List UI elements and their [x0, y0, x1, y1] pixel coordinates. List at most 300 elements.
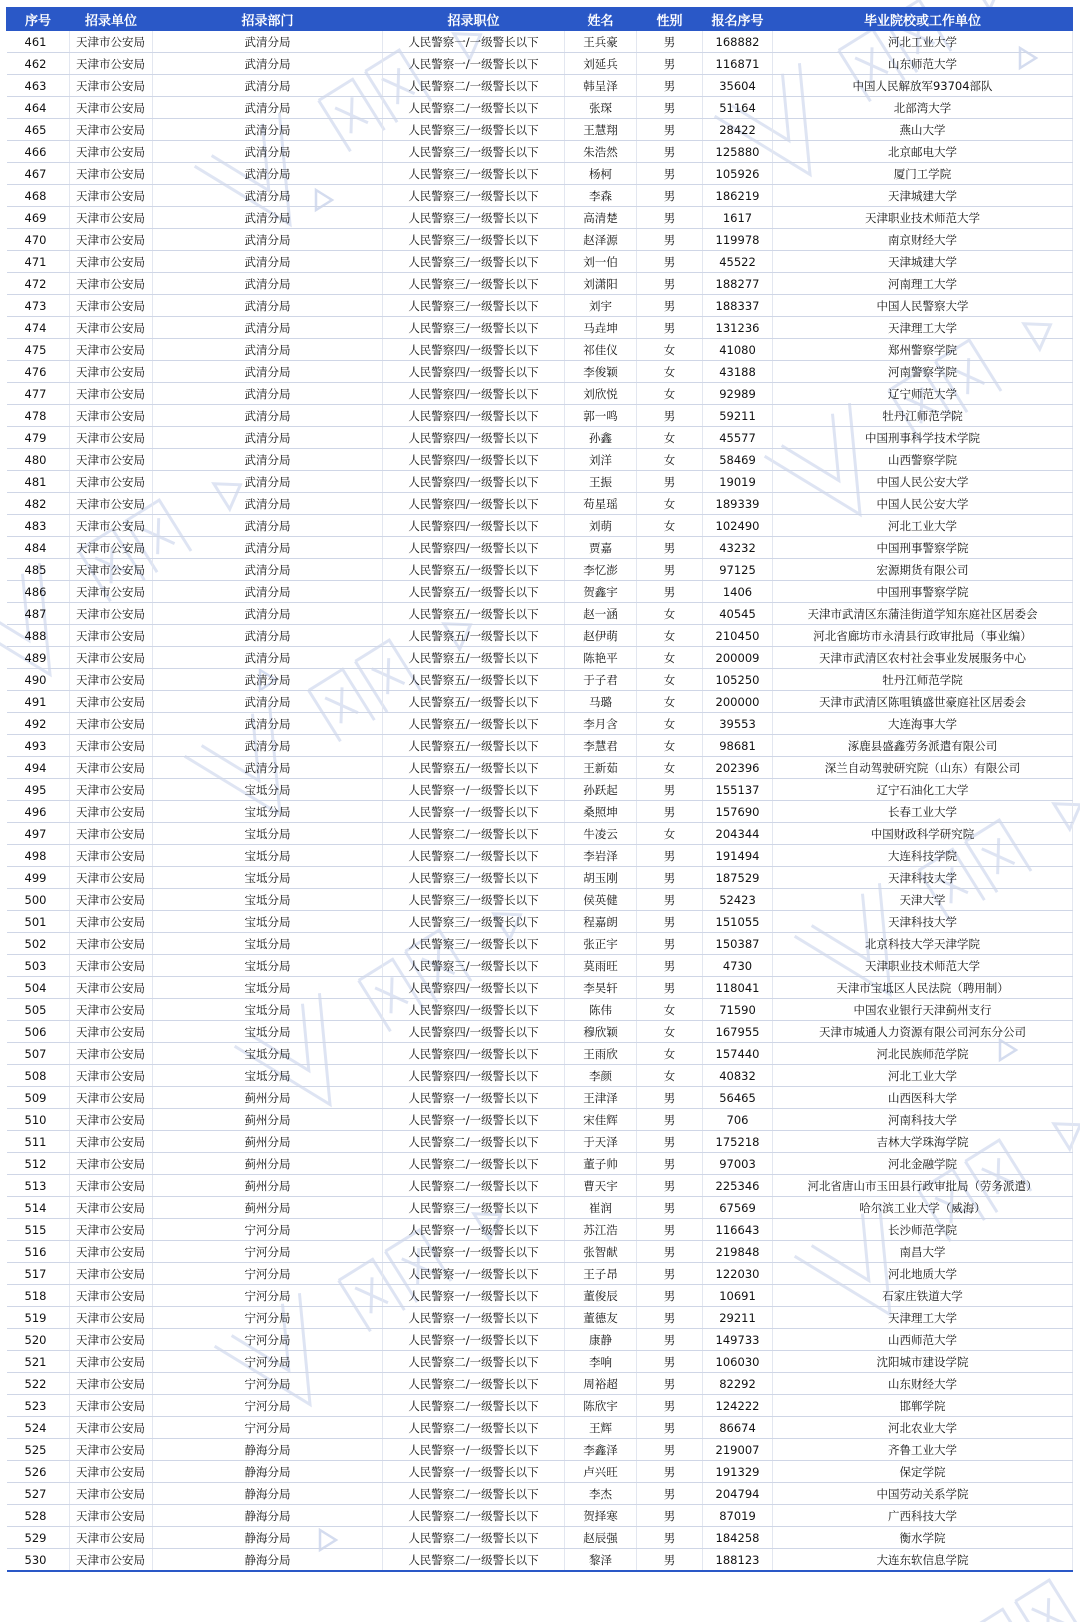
- cell-seq: 496: [7, 801, 70, 823]
- cell-seq: 507: [7, 1043, 70, 1065]
- table-row: [7, 735, 1073, 757]
- cell-gender: 男: [637, 1285, 703, 1307]
- cell-registration-no: 116871: [703, 53, 773, 75]
- cell-registration-no: 51164: [703, 97, 773, 119]
- cell-department: 武清分局: [153, 119, 383, 141]
- cell-name: 张琛: [565, 97, 637, 119]
- cell-seq: 490: [7, 669, 70, 691]
- cell-gender: 女: [637, 691, 703, 713]
- table-row: [7, 1263, 1073, 1285]
- cell-name: 王新茹: [565, 757, 637, 779]
- cell-seq: 473: [7, 295, 70, 317]
- table-row: [7, 779, 1073, 801]
- cell-department: 蓟州分局: [153, 1109, 383, 1131]
- cell-school-or-employer: 中国农业银行天津蓟州支行: [773, 999, 1073, 1021]
- cell-department: 宝坻分局: [153, 911, 383, 933]
- cell-gender: 男: [637, 845, 703, 867]
- cell-seq: 506: [7, 1021, 70, 1043]
- cell-gender: 男: [637, 911, 703, 933]
- cell-unit: 天津市公安局: [70, 1329, 153, 1351]
- cell-gender: 男: [637, 1483, 703, 1505]
- table-row: [7, 493, 1073, 515]
- cell-seq: 481: [7, 471, 70, 493]
- cell-school-or-employer: 齐鲁工业大学: [773, 1439, 1073, 1461]
- cell-name: 侯英健: [565, 889, 637, 911]
- cell-name: 苟星瑶: [565, 493, 637, 515]
- table-row: [7, 1417, 1073, 1439]
- cell-gender: 男: [637, 31, 703, 53]
- cell-position: 人民警察五/一级警长以下: [383, 559, 565, 581]
- cell-gender: 女: [637, 713, 703, 735]
- cell-unit: 天津市公安局: [70, 1307, 153, 1329]
- cell-unit: 天津市公安局: [70, 933, 153, 955]
- table-row: [7, 691, 1073, 713]
- cell-department: 宁河分局: [153, 1241, 383, 1263]
- cell-unit: 天津市公安局: [70, 1527, 153, 1549]
- cell-department: 武清分局: [153, 317, 383, 339]
- cell-name: 陈欣宇: [565, 1395, 637, 1417]
- table-row: [7, 229, 1073, 251]
- cell-name: 刘潇阳: [565, 273, 637, 295]
- cell-gender: 女: [637, 449, 703, 471]
- cell-name: 李俊颖: [565, 361, 637, 383]
- cell-registration-no: 155137: [703, 779, 773, 801]
- cell-department: 蓟州分局: [153, 1087, 383, 1109]
- cell-unit: 天津市公安局: [70, 1417, 153, 1439]
- cell-school-or-employer: 中国财政科学研究院: [773, 823, 1073, 845]
- cell-department: 宝坻分局: [153, 955, 383, 977]
- cell-gender: 男: [637, 1505, 703, 1527]
- table-row: [7, 559, 1073, 581]
- cell-name: 李杰: [565, 1483, 637, 1505]
- table-row: [7, 1373, 1073, 1395]
- table-header-row: [7, 8, 1073, 31]
- cell-unit: 天津市公安局: [70, 603, 153, 625]
- cell-department: 武清分局: [153, 449, 383, 471]
- cell-department: 武清分局: [153, 163, 383, 185]
- cell-gender: 男: [637, 1263, 703, 1285]
- cell-name: 李忆澎: [565, 559, 637, 581]
- cell-unit: 天津市公安局: [70, 581, 153, 603]
- cell-school-or-employer: 大连东软信息学院: [773, 1549, 1073, 1572]
- cell-school-or-employer: 山西师范大学: [773, 1329, 1073, 1351]
- cell-name: 于天泽: [565, 1131, 637, 1153]
- cell-gender: 男: [637, 889, 703, 911]
- cell-position: 人民警察三/一级警长以下: [383, 229, 565, 251]
- cell-name: 王子昂: [565, 1263, 637, 1285]
- cell-seq: 500: [7, 889, 70, 911]
- cell-name: 于子君: [565, 669, 637, 691]
- cell-position: 人民警察四/一级警长以下: [383, 361, 565, 383]
- cell-name: 刘洋: [565, 449, 637, 471]
- cell-unit: 天津市公安局: [70, 515, 153, 537]
- cell-registration-no: 43232: [703, 537, 773, 559]
- cell-seq: 508: [7, 1065, 70, 1087]
- cell-registration-no: 92989: [703, 383, 773, 405]
- cell-department: 蓟州分局: [153, 1175, 383, 1197]
- table-row: [7, 1549, 1073, 1572]
- cell-unit: 天津市公安局: [70, 1263, 153, 1285]
- cell-school-or-employer: 河北工业大学: [773, 1065, 1073, 1087]
- cell-position: 人民警察三/一级警长以下: [383, 295, 565, 317]
- cell-seq: 521: [7, 1351, 70, 1373]
- cell-gender: 女: [637, 625, 703, 647]
- cell-position: 人民警察三/一级警长以下: [383, 185, 565, 207]
- cell-school-or-employer: 北京科技大学天津学院: [773, 933, 1073, 955]
- cell-seq: 504: [7, 977, 70, 999]
- cell-department: 武清分局: [153, 273, 383, 295]
- cell-seq: 520: [7, 1329, 70, 1351]
- cell-gender: 男: [637, 1131, 703, 1153]
- cell-position: 人民警察四/一级警长以下: [383, 449, 565, 471]
- cell-school-or-employer: 辽宁石油化工大学: [773, 779, 1073, 801]
- cell-school-or-employer: 河南理工大学: [773, 273, 1073, 295]
- cell-school-or-employer: 燕山大学: [773, 119, 1073, 141]
- cell-name: 王津泽: [565, 1087, 637, 1109]
- cell-position: 人民警察三/一级警长以下: [383, 207, 565, 229]
- cell-unit: 天津市公安局: [70, 691, 153, 713]
- cell-gender: 男: [637, 581, 703, 603]
- cell-department: 武清分局: [153, 603, 383, 625]
- cell-unit: 天津市公安局: [70, 1043, 153, 1065]
- cell-registration-no: 4730: [703, 955, 773, 977]
- cell-registration-no: 58469: [703, 449, 773, 471]
- cell-unit: 天津市公安局: [70, 669, 153, 691]
- cell-name: 高清楚: [565, 207, 637, 229]
- cell-school-or-employer: 深兰自动驾驶研究院（山东）有限公司: [773, 757, 1073, 779]
- cell-gender: 男: [637, 1307, 703, 1329]
- cell-position: 人民警察二/一级警长以下: [383, 845, 565, 867]
- cell-department: 武清分局: [153, 383, 383, 405]
- cell-department: 宝坻分局: [153, 999, 383, 1021]
- cell-department: 宝坻分局: [153, 801, 383, 823]
- cell-unit: 天津市公安局: [70, 119, 153, 141]
- table-row: [7, 141, 1073, 163]
- cell-school-or-employer: 山东师范大学: [773, 53, 1073, 75]
- cell-school-or-employer: 河北省廊坊市永清县行政审批局（事业编）: [773, 625, 1073, 647]
- cell-gender: 男: [637, 1241, 703, 1263]
- cell-seq: 474: [7, 317, 70, 339]
- table-row: [7, 31, 1073, 53]
- cell-seq: 477: [7, 383, 70, 405]
- table-row: [7, 53, 1073, 75]
- cell-seq: 475: [7, 339, 70, 361]
- cell-position: 人民警察三/一级警长以下: [383, 119, 565, 141]
- cell-unit: 天津市公安局: [70, 1241, 153, 1263]
- cell-position: 人民警察四/一级警长以下: [383, 1043, 565, 1065]
- cell-name: 康静: [565, 1329, 637, 1351]
- cell-registration-no: 56465: [703, 1087, 773, 1109]
- cell-school-or-employer: 中国人民公安大学: [773, 493, 1073, 515]
- cell-registration-no: 106030: [703, 1351, 773, 1373]
- cell-seq: 492: [7, 713, 70, 735]
- cell-unit: 天津市公安局: [70, 977, 153, 999]
- cell-position: 人民警察一/一级警长以下: [383, 1307, 565, 1329]
- column-header-gender: 性别: [637, 8, 703, 31]
- table-row: [7, 713, 1073, 735]
- cell-name: 曹天宇: [565, 1175, 637, 1197]
- cell-gender: 男: [637, 273, 703, 295]
- cell-unit: 天津市公安局: [70, 801, 153, 823]
- cell-unit: 天津市公安局: [70, 1461, 153, 1483]
- cell-seq: 523: [7, 1395, 70, 1417]
- cell-department: 宁河分局: [153, 1417, 383, 1439]
- cell-school-or-employer: 南昌大学: [773, 1241, 1073, 1263]
- cell-unit: 天津市公安局: [70, 1131, 153, 1153]
- cell-name: 韩呈泽: [565, 75, 637, 97]
- cell-department: 武清分局: [153, 339, 383, 361]
- cell-registration-no: 19019: [703, 471, 773, 493]
- cell-unit: 天津市公安局: [70, 75, 153, 97]
- cell-registration-no: 187529: [703, 867, 773, 889]
- cell-name: 李昊轩: [565, 977, 637, 999]
- cell-unit: 天津市公安局: [70, 757, 153, 779]
- cell-school-or-employer: 河北地质大学: [773, 1263, 1073, 1285]
- cell-seq: 519: [7, 1307, 70, 1329]
- cell-seq: 494: [7, 757, 70, 779]
- cell-registration-no: 86674: [703, 1417, 773, 1439]
- cell-unit: 天津市公安局: [70, 1483, 153, 1505]
- cell-position: 人民警察四/一级警长以下: [383, 493, 565, 515]
- cell-registration-no: 40545: [703, 603, 773, 625]
- cell-school-or-employer: 中国刑事警察学院: [773, 581, 1073, 603]
- cell-registration-no: 1617: [703, 207, 773, 229]
- cell-seq: 509: [7, 1087, 70, 1109]
- table-row: [7, 339, 1073, 361]
- cell-seq: 488: [7, 625, 70, 647]
- cell-unit: 天津市公安局: [70, 779, 153, 801]
- cell-school-or-employer: 天津大学: [773, 889, 1073, 911]
- cell-position: 人民警察五/一级警长以下: [383, 735, 565, 757]
- cell-seq: 518: [7, 1285, 70, 1307]
- cell-department: 宝坻分局: [153, 823, 383, 845]
- cell-position: 人民警察一/一级警长以下: [383, 1461, 565, 1483]
- cell-name: 赵一涵: [565, 603, 637, 625]
- table-row: [7, 1043, 1073, 1065]
- cell-position: 人民警察一/一级警长以下: [383, 1329, 565, 1351]
- cell-unit: 天津市公安局: [70, 1351, 153, 1373]
- cell-registration-no: 124222: [703, 1395, 773, 1417]
- table-row: [7, 1109, 1073, 1131]
- cell-unit: 天津市公安局: [70, 251, 153, 273]
- cell-position: 人民警察二/一级警长以下: [383, 1483, 565, 1505]
- table-row: [7, 1241, 1073, 1263]
- cell-position: 人民警察一/一级警长以下: [383, 1109, 565, 1131]
- cell-unit: 天津市公安局: [70, 1065, 153, 1087]
- cell-name: 桑照坤: [565, 801, 637, 823]
- table-row: [7, 1065, 1073, 1087]
- cell-gender: 女: [637, 1065, 703, 1087]
- cell-registration-no: 200000: [703, 691, 773, 713]
- cell-position: 人民警察二/一级警长以下: [383, 97, 565, 119]
- cell-seq: 478: [7, 405, 70, 427]
- cell-school-or-employer: 天津职业技术师范大学: [773, 955, 1073, 977]
- cell-department: 武清分局: [153, 647, 383, 669]
- cell-seq: 463: [7, 75, 70, 97]
- table-row: [7, 295, 1073, 317]
- cell-unit: 天津市公安局: [70, 361, 153, 383]
- cell-registration-no: 225346: [703, 1175, 773, 1197]
- cell-name: 马垚坤: [565, 317, 637, 339]
- cell-seq: 479: [7, 427, 70, 449]
- cell-department: 武清分局: [153, 185, 383, 207]
- cell-registration-no: 105926: [703, 163, 773, 185]
- cell-gender: 男: [637, 405, 703, 427]
- cell-position: 人民警察二/一级警长以下: [383, 823, 565, 845]
- cell-seq: 497: [7, 823, 70, 845]
- cell-gender: 男: [637, 1461, 703, 1483]
- cell-school-or-employer: 河北工业大学: [773, 515, 1073, 537]
- cell-unit: 天津市公安局: [70, 911, 153, 933]
- table-row: [7, 867, 1073, 889]
- cell-registration-no: 52423: [703, 889, 773, 911]
- cell-unit: 天津市公安局: [70, 1021, 153, 1043]
- cell-name: 牛凌云: [565, 823, 637, 845]
- cell-position: 人民警察一/一级警长以下: [383, 1285, 565, 1307]
- cell-school-or-employer: 天津市城通人力资源有限公司河东分公司: [773, 1021, 1073, 1043]
- cell-gender: 男: [637, 1373, 703, 1395]
- table-row: [7, 581, 1073, 603]
- cell-department: 武清分局: [153, 581, 383, 603]
- cell-gender: 女: [637, 493, 703, 515]
- cell-seq: 514: [7, 1197, 70, 1219]
- cell-department: 武清分局: [153, 713, 383, 735]
- cell-department: 武清分局: [153, 361, 383, 383]
- cell-unit: 天津市公安局: [70, 427, 153, 449]
- cell-registration-no: 119978: [703, 229, 773, 251]
- table-row: [7, 1329, 1073, 1351]
- cell-seq: 469: [7, 207, 70, 229]
- cell-seq: 525: [7, 1439, 70, 1461]
- cell-seq: 468: [7, 185, 70, 207]
- cell-unit: 天津市公安局: [70, 1439, 153, 1461]
- table-row: [7, 75, 1073, 97]
- cell-school-or-employer: 山东财经大学: [773, 1373, 1073, 1395]
- cell-seq: 462: [7, 53, 70, 75]
- cell-name: 李月含: [565, 713, 637, 735]
- cell-position: 人民警察一/一级警长以下: [383, 779, 565, 801]
- cell-registration-no: 41080: [703, 339, 773, 361]
- cell-school-or-employer: 山西警察学院: [773, 449, 1073, 471]
- cell-unit: 天津市公安局: [70, 493, 153, 515]
- cell-gender: 女: [637, 361, 703, 383]
- cell-school-or-employer: 沈阳城市建设学院: [773, 1351, 1073, 1373]
- cell-seq: 513: [7, 1175, 70, 1197]
- cell-gender: 男: [637, 977, 703, 999]
- cell-registration-no: 204794: [703, 1483, 773, 1505]
- cell-department: 宝坻分局: [153, 1043, 383, 1065]
- cell-gender: 男: [637, 119, 703, 141]
- cell-gender: 男: [637, 1153, 703, 1175]
- cell-registration-no: 45577: [703, 427, 773, 449]
- cell-registration-no: 87019: [703, 1505, 773, 1527]
- cell-registration-no: 97003: [703, 1153, 773, 1175]
- cell-seq: 471: [7, 251, 70, 273]
- cell-position: 人民警察四/一级警长以下: [383, 339, 565, 361]
- cell-name: 程嘉朗: [565, 911, 637, 933]
- cell-unit: 天津市公安局: [70, 273, 153, 295]
- cell-name: 朱浩然: [565, 141, 637, 163]
- cell-department: 宝坻分局: [153, 779, 383, 801]
- cell-seq: 505: [7, 999, 70, 1021]
- cell-school-or-employer: 天津市武清区农村社会事业发展服务中心: [773, 647, 1073, 669]
- cell-unit: 天津市公安局: [70, 955, 153, 977]
- cell-department: 静海分局: [153, 1461, 383, 1483]
- cell-department: 宁河分局: [153, 1373, 383, 1395]
- cell-department: 武清分局: [153, 691, 383, 713]
- cell-name: 马璐: [565, 691, 637, 713]
- cell-seq: 482: [7, 493, 70, 515]
- cell-unit: 天津市公安局: [70, 735, 153, 757]
- cell-department: 武清分局: [153, 141, 383, 163]
- column-header-department: 招录部门: [153, 8, 383, 31]
- cell-school-or-employer: 石家庄铁道大学: [773, 1285, 1073, 1307]
- cell-unit: 天津市公安局: [70, 1175, 153, 1197]
- cell-seq: 526: [7, 1461, 70, 1483]
- cell-position: 人民警察三/一级警长以下: [383, 867, 565, 889]
- cell-position: 人民警察二/一级警长以下: [383, 1549, 565, 1572]
- cell-registration-no: 157440: [703, 1043, 773, 1065]
- cell-gender: 女: [637, 383, 703, 405]
- cell-gender: 男: [637, 1549, 703, 1572]
- cell-position: 人民警察四/一级警长以下: [383, 471, 565, 493]
- cell-department: 武清分局: [153, 229, 383, 251]
- cell-position: 人民警察一/一级警长以下: [383, 1219, 565, 1241]
- cell-department: 静海分局: [153, 1439, 383, 1461]
- cell-gender: 女: [637, 1043, 703, 1065]
- table-row: [7, 515, 1073, 537]
- cell-seq: 483: [7, 515, 70, 537]
- table-row: [7, 405, 1073, 427]
- table-row: [7, 185, 1073, 207]
- cell-position: 人民警察二/一级警长以下: [383, 1373, 565, 1395]
- table-row: [7, 823, 1073, 845]
- cell-gender: 女: [637, 515, 703, 537]
- cell-seq: 493: [7, 735, 70, 757]
- cell-department: 宝坻分局: [153, 1065, 383, 1087]
- cell-unit: 天津市公安局: [70, 163, 153, 185]
- cell-school-or-employer: 长沙师范学院: [773, 1219, 1073, 1241]
- cell-name: 刘宇: [565, 295, 637, 317]
- cell-registration-no: 45522: [703, 251, 773, 273]
- cell-registration-no: 167955: [703, 1021, 773, 1043]
- cell-position: 人民警察四/一级警长以下: [383, 1065, 565, 1087]
- table-row: [7, 911, 1073, 933]
- cell-gender: 男: [637, 537, 703, 559]
- cell-seq: 470: [7, 229, 70, 251]
- column-header-unit: 招录单位: [70, 8, 153, 31]
- table-row: [7, 361, 1073, 383]
- cell-school-or-employer: 中国刑事科学技术学院: [773, 427, 1073, 449]
- table-row: [7, 97, 1073, 119]
- cell-registration-no: 39553: [703, 713, 773, 735]
- cell-name: 王振: [565, 471, 637, 493]
- cell-position: 人民警察一/一级警长以下: [383, 1087, 565, 1109]
- cell-department: 武清分局: [153, 471, 383, 493]
- cell-gender: 男: [637, 867, 703, 889]
- cell-seq: 461: [7, 31, 70, 53]
- cell-position: 人民警察五/一级警长以下: [383, 691, 565, 713]
- cell-gender: 女: [637, 647, 703, 669]
- cell-registration-no: 98681: [703, 735, 773, 757]
- cell-gender: 女: [637, 427, 703, 449]
- cell-position: 人民警察三/一级警长以下: [383, 933, 565, 955]
- cell-seq: 467: [7, 163, 70, 185]
- cell-seq: 498: [7, 845, 70, 867]
- cell-seq: 522: [7, 1373, 70, 1395]
- cell-department: 蓟州分局: [153, 1197, 383, 1219]
- table-row: [7, 757, 1073, 779]
